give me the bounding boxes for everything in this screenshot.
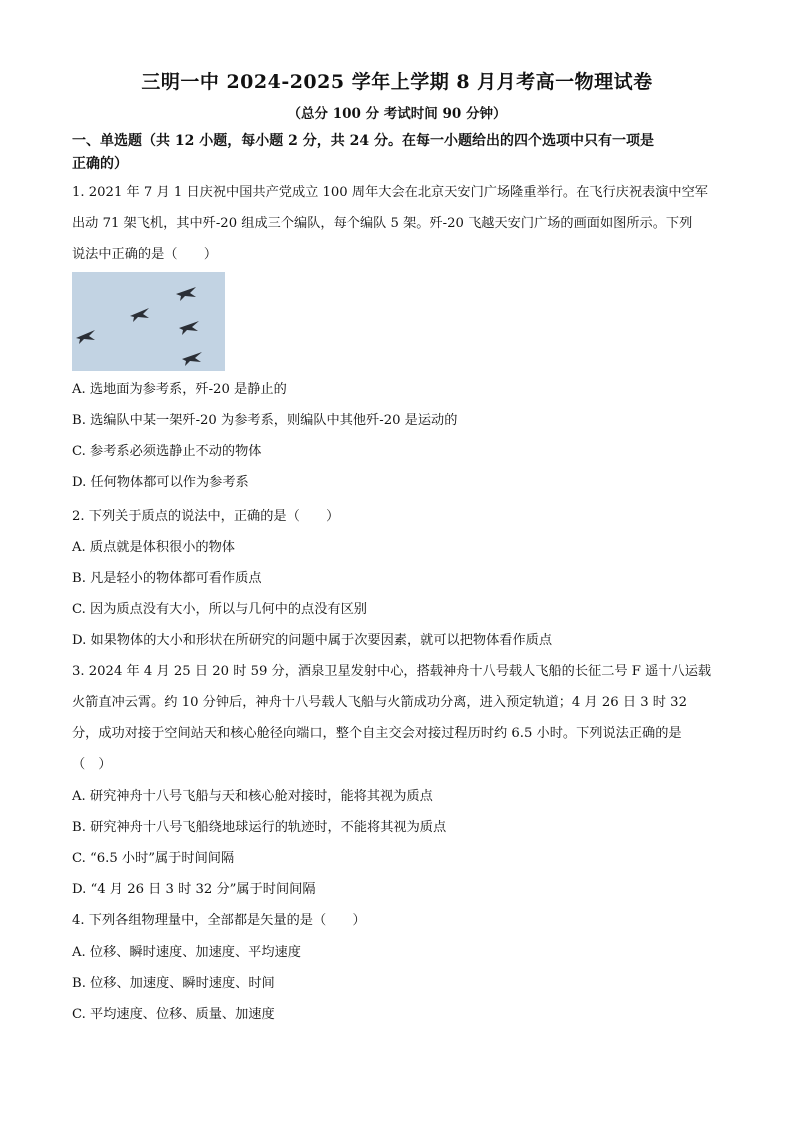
jet-3-icon — [76, 330, 95, 344]
q1-option-a: A. 选地面为参考系，歼-20 是静止的 — [72, 382, 287, 397]
q2-stem: 2. 下列关于质点的说法中，正确的是（ ） — [72, 509, 340, 524]
q1-option-b: B. 选编队中某一架歼-20 为参考系，则编队中其他歼-20 是运动的 — [72, 413, 458, 428]
q4-option-b: B. 位移、加速度、瞬时速度、时间 — [72, 976, 275, 991]
q3-option-c: C. “6.5 小时”属于时间间隔 — [72, 851, 235, 866]
jet-5-icon — [182, 352, 202, 366]
q1-option-d: D. 任何物体都可以作为参考系 — [72, 475, 249, 490]
section-heading-line-1: 一、单选题（共 12 小题，每小题 2 分，共 24 分。在每一小题给出的四个选项中只有一项是 — [72, 133, 654, 149]
q3-option-b: B. 研究神舟十八号飞船绕地球运行的轨迹时，不能将其视为质点 — [72, 820, 447, 835]
jet-2-icon — [130, 308, 149, 322]
fighter-jets-icon — [72, 272, 225, 371]
q4-option-c: C. 平均速度、位移、质量、加速度 — [72, 1007, 275, 1022]
q2-option-d: D. 如果物体的大小和形状在所研究的问题中属于次要因素，就可以把物体看作质点 — [72, 633, 553, 648]
q1-stem-line-3: 说法中正确的是（ ） — [72, 247, 218, 262]
q3-stem-line-1: 3. 2024 年 4 月 25 日 20 时 59 分，酒泉卫星发射中心，搭载神舟十八号载人飞船的长征二号 F 遥十八运载 — [72, 664, 712, 679]
q3-stem-line-2: 火箭直冲云霄。约 10 分钟后，神舟十八号载人飞船与火箭成功分离，进入预定轨道；4 月 26 日 3 时 32 — [72, 695, 687, 710]
q3-option-a: A. 研究神舟十八号飞船与天和核心舱对接时，能将其视为质点 — [72, 789, 433, 804]
q1-option-c: C. 参考系必须选静止不动的物体 — [72, 444, 262, 459]
q1-stem-line-2: 出动 71 架飞机，其中歼-20 组成三个编队，每个编队 5 架。歼-20 飞越天安门广场的画面如图所示。下列 — [72, 216, 693, 231]
page-title: 三明一中 2024-2025 学年上学期 8 月月考高一物理试卷 — [141, 71, 653, 93]
q2-option-c: C. 因为质点没有大小，所以与几何中的点没有区别 — [72, 602, 367, 617]
section-heading — [72, 130, 732, 176]
jet-4-icon — [179, 321, 199, 335]
jet-1-icon — [176, 287, 196, 301]
q4-stem: 4. 下列各组物理量中，全部都是矢量的是（ ） — [72, 913, 366, 928]
q2-option-b: B. 凡是轻小的物体都可看作质点 — [72, 571, 262, 586]
section-heading-line-2: 正确的） — [72, 156, 128, 172]
fighter-jets-photo — [72, 272, 225, 371]
q3-option-d: D. “4 月 26 日 3 时 32 分”属于时间间隔 — [72, 882, 316, 897]
q3-stem-line-4: （ ） — [72, 757, 112, 772]
q4-option-a: A. 位移、瞬时速度、加速度、平均速度 — [72, 945, 301, 960]
q1-stem-line-1: 1. 2021 年 7 月 1 日庆祝中国共产党成立 100 周年大会在北京天安门广场隆重举行。在飞行庆祝表演中空军 — [72, 185, 708, 200]
q3-stem-line-3: 分，成功对接于空间站天和核心舱径向端口，整个自主交会对接过程历时约 6.5 小时。下列说法正确的是 — [72, 726, 682, 741]
q2-option-a: A. 质点就是体积很小的物体 — [72, 540, 235, 555]
page-subtitle: （总分 100 分 考试时间 90 分钟） — [287, 106, 507, 122]
